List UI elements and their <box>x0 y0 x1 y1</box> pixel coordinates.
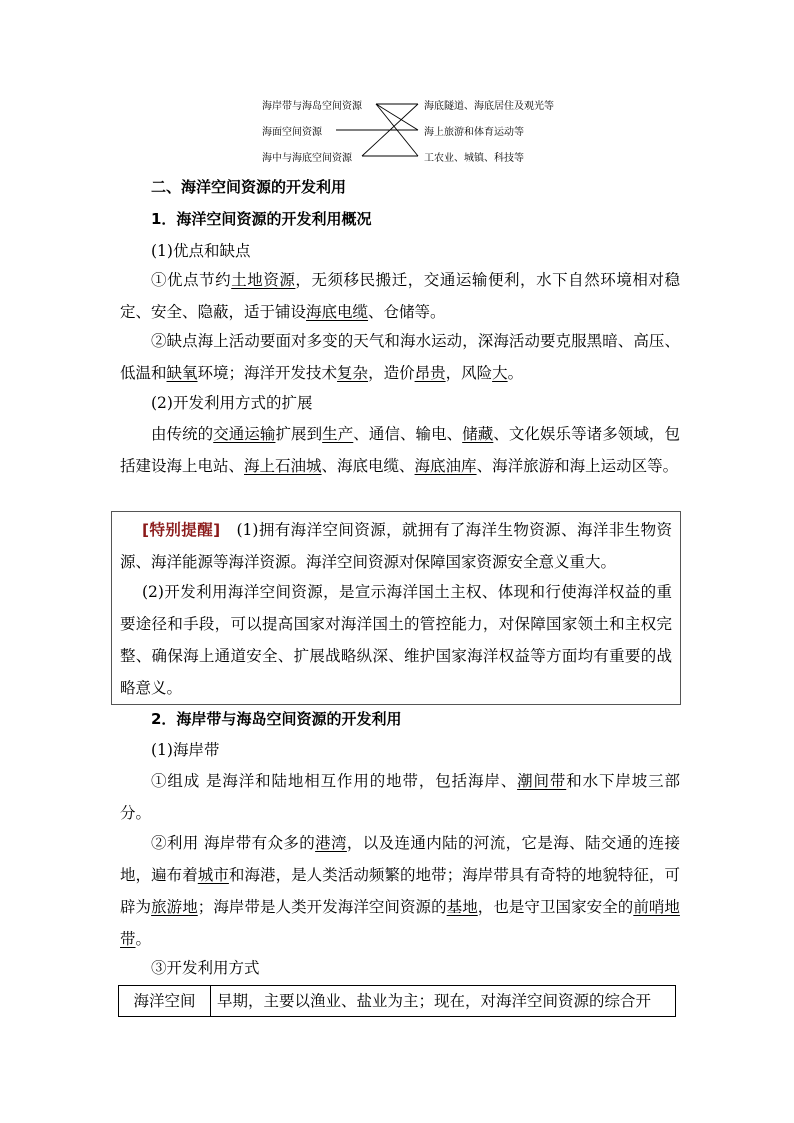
note-paragraph-2: (2)开发利用海洋空间资源，是宣示海洋国土主权、体现和行使海洋权益的重要途径和手段，可以提高国家对海洋国土的管控能力，对保障国家领土和主权完整、确保海上通道安全、扩展战略纵深、维护国家海洋权益等方面均有重要的战略意义。 <box>120 583 672 697</box>
cons-text-2: 环境；海洋开发技术 <box>197 364 338 382</box>
composition-key-1: 潮间带 <box>517 772 567 790</box>
composition-text-2: 和水下岸坡三部分。 <box>120 772 680 822</box>
pros-paragraph <box>120 264 680 328</box>
use-key-1: 港湾 <box>315 834 347 852</box>
use-key-4: 基地 <box>446 898 478 916</box>
cons-text-1: 海上活动要面对多变的天气和海水运动，深海活动要克服黑暗、高压、低温和 <box>120 332 680 382</box>
use-text-6: 。 <box>135 930 152 948</box>
note-label: [特别提醒] <box>142 521 221 539</box>
diagram-left-3: 海中与海底空间资源 <box>262 153 352 164</box>
expand-key-3: 储藏 <box>462 425 494 443</box>
diagram-right-1: 海底隧道、海底居住及观光等 <box>424 101 554 112</box>
use-label: ②利用 <box>151 834 199 852</box>
use-paragraph <box>120 827 680 955</box>
table-cell-description: 早期，主要以渔业、盐业为主；现在，对海洋空间资源的综合开 <box>217 992 652 1010</box>
composition-paragraph <box>120 765 680 829</box>
expand-paragraph <box>120 418 680 482</box>
pros-text-1: 节约 <box>199 271 232 289</box>
use-text-2: ，以及连通内陆的河流，它是海、陆交通的连接地，遍布着 <box>120 834 680 884</box>
pros-key-2: 海底电缆 <box>306 303 369 321</box>
expand-text-3: 、通信、输电、 <box>353 425 463 443</box>
sub2-heading: 2．海岸带与海岛空间资源的开发利用 <box>151 710 402 728</box>
pros-text-3: 、仓储等。 <box>368 303 446 321</box>
pros-text-2: ，无须移民搬迁，交通运输便利，水下自然环境相对稳定、安全、隐蔽，适于铺设 <box>120 271 680 321</box>
expand-text-4: 、文化娱乐等诸多领域，包括建设海上电站、 <box>120 425 680 475</box>
expand-key-4: 海上石油城 <box>244 457 322 475</box>
note-paragraph-1 <box>120 514 672 578</box>
composition-text-1: 是海洋和陆地相互作用的地带，包括海岸、 <box>205 772 518 790</box>
diagram-right-3: 工农业、城镇、科技等 <box>424 153 524 164</box>
use-key-2: 城市 <box>197 866 229 884</box>
cons-key-1: 缺氧 <box>166 364 198 382</box>
use-text-1: 海岸带有众多的 <box>203 834 316 852</box>
note-text-1: (1)拥有海洋空间资源，就拥有了海洋生物资源、海洋非生物资源、海洋能源等海洋资源。海洋空间资源对保障国家资源安全意义重大。 <box>120 521 672 571</box>
expand-text-5: 、海底电缆、 <box>321 457 415 475</box>
expand-text-1: 由传统的 <box>151 425 214 443</box>
use-text-4: ；海岸带是人类开发海洋空间资源的 <box>197 898 447 916</box>
sub1-heading: 1．海洋空间资源的开发利用概况 <box>151 210 372 228</box>
cons-key-2: 复杂 <box>337 364 369 382</box>
coast-heading: (1)海岸带 <box>151 741 220 759</box>
expand-key-1: 交通运输 <box>213 425 276 443</box>
method-table <box>118 985 676 1017</box>
use-text-3: 和海港，是人类活动频繁的地带；海岸带具有奇特的地貌特征，可辟为 <box>120 866 680 916</box>
pros-label: ①优点 <box>151 271 200 289</box>
cons-text-3: ，造价 <box>368 364 415 382</box>
cons-text-5: 。 <box>507 364 524 382</box>
expand-text-6: 、海洋旅游和海上运动区等。 <box>476 457 679 475</box>
expand-text-2: 扩展到 <box>275 425 323 443</box>
diagram-right-2: 海上旅游和体育运动等 <box>424 127 524 138</box>
cons-key-3: 昂贵 <box>414 364 446 382</box>
composition-label: ①组成 <box>151 772 201 790</box>
matching-diagram <box>258 92 578 168</box>
expand-key-5: 海底油库 <box>414 457 477 475</box>
cons-label: ②缺点 <box>151 332 198 350</box>
use-key-3: 旅游地 <box>151 898 198 916</box>
method-heading: ③开发利用方式 <box>151 959 260 977</box>
diagram-left-1: 海岸带与海岛空间资源 <box>262 101 362 112</box>
line-cross-1 <box>376 104 418 130</box>
use-text-5: ，也是守卫国家安全的 <box>477 898 634 916</box>
pros-key-1: 土地资源 <box>231 271 296 289</box>
pros-cons-heading: (1)优点和缺点 <box>151 242 251 260</box>
table-cell-category: 海洋空间 <box>119 986 211 1016</box>
section-heading: 二、海洋空间资源的开发利用 <box>151 178 347 196</box>
diagram-left-2: 海面空间资源 <box>262 127 322 138</box>
cons-key-4: 大 <box>492 364 508 382</box>
expand-heading: (2)开发利用方式的扩展 <box>151 394 313 412</box>
cons-text-4: ，风险 <box>445 364 493 382</box>
use-key-5: 前哨地带 <box>120 898 680 948</box>
expand-key-2: 生产 <box>322 425 354 443</box>
cons-paragraph <box>120 325 680 389</box>
